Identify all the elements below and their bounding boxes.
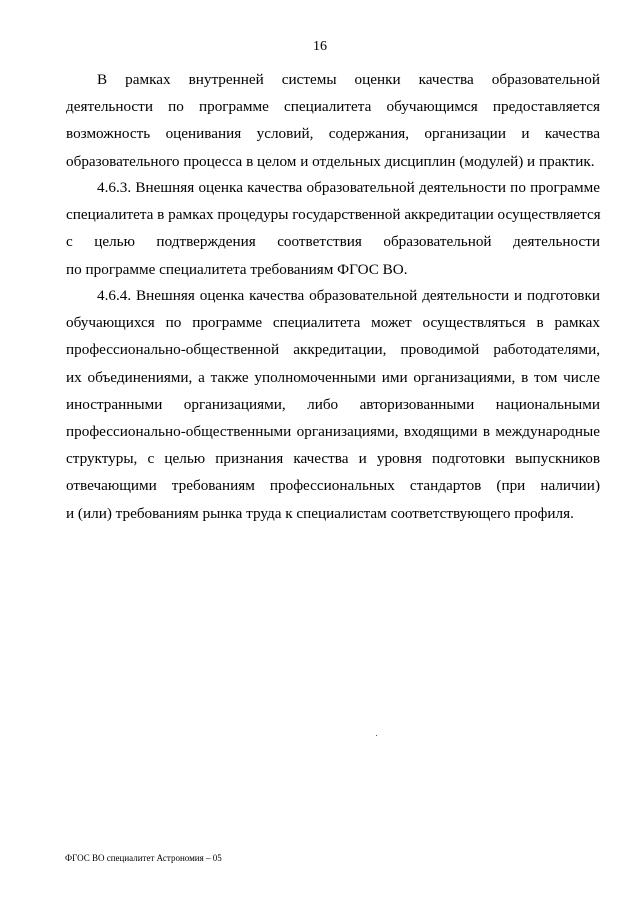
text-line: их объединениями, а также уполномоченными ими организациями, в том числе — [66, 368, 600, 386]
text-line: профессионально-общественными организациями, входящими в международные — [66, 423, 600, 441]
paragraph-4-6-4 — [66, 282, 600, 527]
text-line: деятельности по программе специалитета обучающимся предоставляется — [66, 98, 600, 116]
text-line: по программе специалитета требованиям ФГОС ВО. — [66, 260, 408, 278]
text-line: с целью подтверждения соответствия образовательной деятельности — [66, 233, 600, 251]
text-line: и (или) требованиям рынка труда к специалистам соответствующего профиля. — [66, 504, 574, 522]
page-number: 16 — [313, 39, 327, 54]
text-line: образовательного процесса в целом и отдельных дисциплин (модулей) и практик. — [66, 152, 595, 170]
paragraph-4-6-3 — [66, 174, 600, 283]
text-line: 4.6.3. Внешняя оценка качества образовательной деятельности по программе — [97, 179, 600, 196]
footer-document-code: ФГОС ВО специалитет Астрономия – 05 — [65, 853, 222, 863]
text-line: 4.6.4. Внешняя оценка качества образовательной деятельности и подготовки — [97, 287, 600, 304]
text-line: специалитета в рамках процедуры государственной аккредитации осуществляется — [66, 206, 601, 224]
text-line: обучающихся по программе специалитета может осуществляться в рамках — [66, 314, 600, 332]
text-line: профессионально-общественной аккредитации, проводимой работодателями, — [66, 341, 600, 359]
text-line: отвечающими требованиям профессиональных стандартов (при наличии) — [66, 477, 600, 495]
text-line: возможность оценивания условий, содержания, организации и качества — [66, 125, 600, 143]
text-line: структуры, с целью признания качества и уровня подготовки выпускников — [66, 450, 600, 468]
paragraph-internal-assessment — [66, 66, 600, 175]
text-line: В рамках внутренней системы оценки качества образовательной — [97, 71, 600, 88]
scan-artifact — [376, 735, 377, 736]
text-line: иностранными организациями, либо авторизованными национальными — [66, 395, 600, 413]
